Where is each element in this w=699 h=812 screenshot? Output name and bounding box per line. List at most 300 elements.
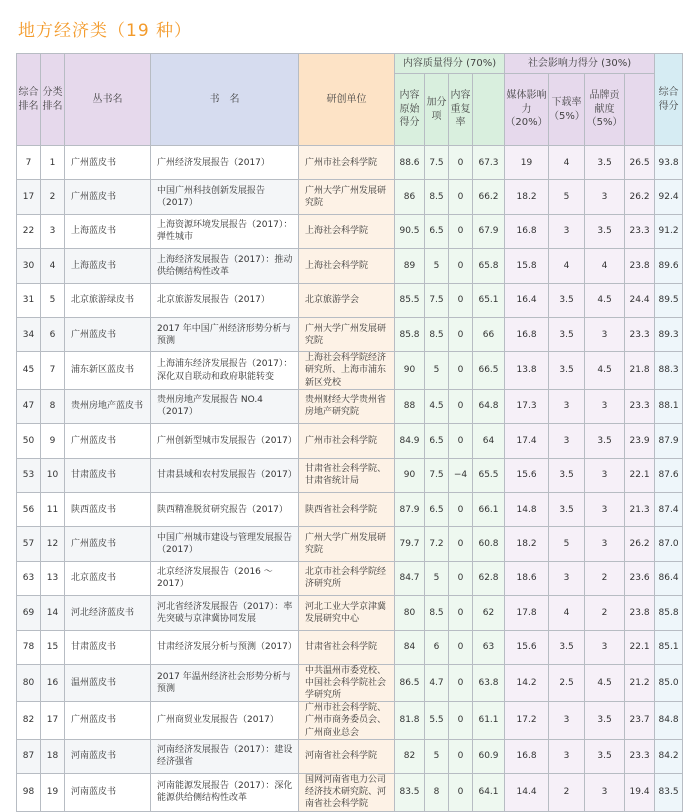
cell-total-score: 83.5 bbox=[655, 774, 683, 811]
cell-social-media: 16.8 bbox=[505, 317, 549, 351]
cell-quality-bonus: 5 bbox=[425, 739, 449, 773]
cell-social-media: 15.8 bbox=[505, 249, 549, 283]
cell-series-name: 甘肃蓝皮书 bbox=[65, 630, 151, 664]
table-row bbox=[17, 739, 683, 773]
cell-category-rank: 18 bbox=[41, 739, 65, 773]
cell-quality-bonus: 7.5 bbox=[425, 458, 449, 492]
cell-social-media: 15.6 bbox=[505, 458, 549, 492]
header-quality-duplication: 内容重复率 bbox=[449, 74, 473, 146]
cell-social-download: 5 bbox=[549, 527, 585, 561]
table-row bbox=[17, 389, 683, 423]
cell-quality-bonus: 6.5 bbox=[425, 424, 449, 458]
cell-total-score: 87.0 bbox=[655, 527, 683, 561]
cell-quality-original: 85.5 bbox=[395, 283, 425, 317]
cell-book-name: 广州经济发展报告（2017） bbox=[151, 146, 299, 180]
page-title: 地方经济类（19 种） bbox=[18, 21, 193, 41]
cell-social-download: 3 bbox=[549, 702, 585, 739]
cell-quality-original: 87.9 bbox=[395, 492, 425, 526]
cell-book-name: 上海经济发展报告（2017）：推动供给侧结构性改革 bbox=[151, 249, 299, 283]
cell-quality-original: 82 bbox=[395, 739, 425, 773]
header-social-media: 媒体影响力（20%） bbox=[505, 74, 549, 146]
cell-quality-duplication: 0 bbox=[449, 352, 473, 389]
cell-series-name: 河南蓝皮书 bbox=[65, 774, 151, 811]
cell-quality-subtotal: 62.8 bbox=[473, 561, 505, 595]
cell-social-media: 17.2 bbox=[505, 702, 549, 739]
cell-total-score: 91.2 bbox=[655, 214, 683, 248]
cell-overall-rank: 87 bbox=[17, 739, 41, 773]
cell-social-subtotal: 24.4 bbox=[625, 283, 655, 317]
cell-social-media: 18.2 bbox=[505, 527, 549, 561]
cell-series-name: 河北经济蓝皮书 bbox=[65, 596, 151, 630]
cell-total-score: 92.4 bbox=[655, 180, 683, 214]
cell-overall-rank: 53 bbox=[17, 458, 41, 492]
cell-series-name: 广州蓝皮书 bbox=[65, 702, 151, 739]
table-row bbox=[17, 664, 683, 701]
cell-category-rank: 8 bbox=[41, 389, 65, 423]
cell-social-subtotal: 21.8 bbox=[625, 352, 655, 389]
cell-quality-duplication: 0 bbox=[449, 283, 473, 317]
cell-research-unit: 河南省社会科学院 bbox=[299, 739, 395, 773]
cell-quality-original: 83.5 bbox=[395, 774, 425, 811]
cell-book-name: 陕西精准脱贫研究报告（2017） bbox=[151, 492, 299, 526]
cell-quality-duplication: 0 bbox=[449, 492, 473, 526]
cell-series-name: 广州蓝皮书 bbox=[65, 424, 151, 458]
cell-social-media: 14.8 bbox=[505, 492, 549, 526]
cell-quality-original: 84.9 bbox=[395, 424, 425, 458]
cell-book-name: 广州创新型城市发展报告（2017） bbox=[151, 424, 299, 458]
cell-research-unit: 广州市社会科学院 bbox=[299, 146, 395, 180]
cell-quality-subtotal: 65.1 bbox=[473, 283, 505, 317]
ranking-table bbox=[16, 53, 683, 812]
cell-total-score: 89.6 bbox=[655, 249, 683, 283]
cell-social-brand: 2 bbox=[585, 596, 625, 630]
cell-category-rank: 10 bbox=[41, 458, 65, 492]
cell-research-unit: 上海社会科学院 bbox=[299, 249, 395, 283]
cell-category-rank: 1 bbox=[41, 146, 65, 180]
cell-total-score: 84.2 bbox=[655, 739, 683, 773]
cell-quality-original: 86.5 bbox=[395, 664, 425, 701]
cell-social-brand: 2 bbox=[585, 561, 625, 595]
cell-overall-rank: 63 bbox=[17, 561, 41, 595]
cell-category-rank: 14 bbox=[41, 596, 65, 630]
cell-category-rank: 9 bbox=[41, 424, 65, 458]
cell-social-media: 16.4 bbox=[505, 283, 549, 317]
cell-research-unit: 中共温州市委党校、中国社会科学院社会学研究所 bbox=[299, 664, 395, 701]
cell-quality-original: 81.8 bbox=[395, 702, 425, 739]
cell-quality-bonus: 4.7 bbox=[425, 664, 449, 701]
cell-quality-original: 89 bbox=[395, 249, 425, 283]
cell-book-name: 上海资源环境发展报告（2017）：弹性城市 bbox=[151, 214, 299, 248]
table-header bbox=[17, 54, 683, 146]
cell-total-score: 87.6 bbox=[655, 458, 683, 492]
cell-social-subtotal: 26.5 bbox=[625, 146, 655, 180]
cell-quality-subtotal: 66.5 bbox=[473, 352, 505, 389]
cell-quality-duplication: 0 bbox=[449, 596, 473, 630]
cell-overall-rank: 34 bbox=[17, 317, 41, 351]
cell-social-media: 17.3 bbox=[505, 389, 549, 423]
cell-quality-duplication: 0 bbox=[449, 702, 473, 739]
cell-quality-original: 90 bbox=[395, 352, 425, 389]
cell-book-name: 河南经济发展报告（2017）：建设经济强省 bbox=[151, 739, 299, 773]
cell-book-name: 贵州房地产发展报告 NO.4（2017） bbox=[151, 389, 299, 423]
cell-series-name: 广州蓝皮书 bbox=[65, 180, 151, 214]
header-book-name: 书 名 bbox=[151, 54, 299, 146]
table-row bbox=[17, 458, 683, 492]
table-row bbox=[17, 214, 683, 248]
cell-quality-subtotal: 64.1 bbox=[473, 774, 505, 811]
cell-research-unit: 广州大学广州发展研究院 bbox=[299, 527, 395, 561]
cell-overall-rank: 56 bbox=[17, 492, 41, 526]
cell-social-media: 17.4 bbox=[505, 424, 549, 458]
cell-social-brand: 3.5 bbox=[585, 702, 625, 739]
table-row bbox=[17, 352, 683, 389]
cell-overall-rank: 82 bbox=[17, 702, 41, 739]
cell-quality-bonus: 8 bbox=[425, 774, 449, 811]
cell-quality-subtotal: 62 bbox=[473, 596, 505, 630]
cell-overall-rank: 50 bbox=[17, 424, 41, 458]
cell-quality-original: 88.6 bbox=[395, 146, 425, 180]
cell-book-name: 上海浦东经济发展报告（2017）：深化双自联动和政府职能转变 bbox=[151, 352, 299, 389]
cell-social-subtotal: 22.1 bbox=[625, 458, 655, 492]
cell-quality-bonus: 5 bbox=[425, 561, 449, 595]
cell-quality-subtotal: 61.1 bbox=[473, 702, 505, 739]
cell-quality-bonus: 8.5 bbox=[425, 596, 449, 630]
table-row bbox=[17, 561, 683, 595]
cell-category-rank: 13 bbox=[41, 561, 65, 595]
cell-book-name: 北京旅游发展报告（2017） bbox=[151, 283, 299, 317]
cell-social-media: 18.6 bbox=[505, 561, 549, 595]
cell-quality-subtotal: 67.3 bbox=[473, 146, 505, 180]
cell-social-subtotal: 21.3 bbox=[625, 492, 655, 526]
cell-category-rank: 12 bbox=[41, 527, 65, 561]
cell-social-download: 3.5 bbox=[549, 458, 585, 492]
cell-social-brand: 4.5 bbox=[585, 283, 625, 317]
cell-social-brand: 3 bbox=[585, 492, 625, 526]
cell-social-subtotal: 23.3 bbox=[625, 389, 655, 423]
cell-social-download: 3 bbox=[549, 389, 585, 423]
cell-quality-subtotal: 60.9 bbox=[473, 739, 505, 773]
cell-total-score: 85.1 bbox=[655, 630, 683, 664]
cell-total-score: 87.4 bbox=[655, 492, 683, 526]
cell-quality-subtotal: 67.9 bbox=[473, 214, 505, 248]
cell-quality-subtotal: 65.5 bbox=[473, 458, 505, 492]
cell-quality-duplication: 0 bbox=[449, 630, 473, 664]
cell-research-unit: 广州大学广州发展研究院 bbox=[299, 180, 395, 214]
cell-overall-rank: 80 bbox=[17, 664, 41, 701]
cell-social-download: 5 bbox=[549, 180, 585, 214]
cell-overall-rank: 47 bbox=[17, 389, 41, 423]
cell-overall-rank: 78 bbox=[17, 630, 41, 664]
cell-overall-rank: 22 bbox=[17, 214, 41, 248]
cell-social-brand: 4 bbox=[585, 249, 625, 283]
cell-quality-duplication: 0 bbox=[449, 389, 473, 423]
table-row bbox=[17, 492, 683, 526]
table-row bbox=[17, 146, 683, 180]
header-social-subtotal bbox=[625, 74, 655, 146]
cell-research-unit: 陕西省社会科学院 bbox=[299, 492, 395, 526]
cell-category-rank: 6 bbox=[41, 317, 65, 351]
table-row bbox=[17, 596, 683, 630]
cell-social-brand: 3 bbox=[585, 774, 625, 811]
cell-overall-rank: 7 bbox=[17, 146, 41, 180]
cell-social-download: 2 bbox=[549, 774, 585, 811]
cell-quality-subtotal: 66 bbox=[473, 317, 505, 351]
cell-social-subtotal: 22.1 bbox=[625, 630, 655, 664]
cell-category-rank: 3 bbox=[41, 214, 65, 248]
cell-quality-original: 86 bbox=[395, 180, 425, 214]
cell-social-download: 3 bbox=[549, 214, 585, 248]
cell-category-rank: 2 bbox=[41, 180, 65, 214]
cell-category-rank: 5 bbox=[41, 283, 65, 317]
cell-overall-rank: 17 bbox=[17, 180, 41, 214]
cell-quality-duplication: 0 bbox=[449, 561, 473, 595]
header-social-brand: 品牌贡献度（5%） bbox=[585, 74, 625, 146]
cell-quality-duplication: 0 bbox=[449, 249, 473, 283]
cell-book-name: 河北省经济发展报告（2017）：率先突破与京津冀协同发展 bbox=[151, 596, 299, 630]
table-row bbox=[17, 249, 683, 283]
cell-quality-original: 90.5 bbox=[395, 214, 425, 248]
cell-quality-bonus: 5 bbox=[425, 249, 449, 283]
cell-quality-bonus: 5.5 bbox=[425, 702, 449, 739]
table-row bbox=[17, 424, 683, 458]
cell-quality-subtotal: 63 bbox=[473, 630, 505, 664]
cell-quality-subtotal: 63.8 bbox=[473, 664, 505, 701]
cell-category-rank: 11 bbox=[41, 492, 65, 526]
cell-total-score: 93.8 bbox=[655, 146, 683, 180]
cell-social-download: 4 bbox=[549, 249, 585, 283]
cell-social-download: 2.5 bbox=[549, 664, 585, 701]
cell-social-media: 14.4 bbox=[505, 774, 549, 811]
cell-quality-subtotal: 64 bbox=[473, 424, 505, 458]
cell-quality-duplication: 0 bbox=[449, 146, 473, 180]
cell-social-download: 3 bbox=[549, 561, 585, 595]
cell-series-name: 河南蓝皮书 bbox=[65, 739, 151, 773]
table-row bbox=[17, 317, 683, 351]
cell-book-name: 北京经济发展报告（2016 ～ 2017） bbox=[151, 561, 299, 595]
cell-quality-subtotal: 64.8 bbox=[473, 389, 505, 423]
cell-overall-rank: 30 bbox=[17, 249, 41, 283]
cell-book-name: 甘肃经济发展分析与预测（2017） bbox=[151, 630, 299, 664]
cell-social-subtotal: 23.6 bbox=[625, 561, 655, 595]
header-social-group: 社会影响力得分 (30%) bbox=[505, 54, 655, 74]
cell-research-unit: 广州市社会科学院 bbox=[299, 424, 395, 458]
cell-social-brand: 3 bbox=[585, 458, 625, 492]
cell-series-name: 贵州房地产蓝皮书 bbox=[65, 389, 151, 423]
cell-quality-bonus: 7.5 bbox=[425, 146, 449, 180]
cell-social-download: 3.5 bbox=[549, 317, 585, 351]
cell-social-subtotal: 19.4 bbox=[625, 774, 655, 811]
cell-quality-original: 88 bbox=[395, 389, 425, 423]
cell-quality-duplication: 0 bbox=[449, 527, 473, 561]
cell-social-media: 18.2 bbox=[505, 180, 549, 214]
cell-quality-original: 84 bbox=[395, 630, 425, 664]
cell-quality-subtotal: 66.1 bbox=[473, 492, 505, 526]
cell-social-brand: 3 bbox=[585, 317, 625, 351]
cell-total-score: 85.0 bbox=[655, 664, 683, 701]
cell-social-media: 17.8 bbox=[505, 596, 549, 630]
cell-category-rank: 17 bbox=[41, 702, 65, 739]
table-body bbox=[17, 146, 683, 812]
cell-research-unit: 广州市社会科学院、广州市商务委员会、广州商业总会 bbox=[299, 702, 395, 739]
cell-series-name: 广州蓝皮书 bbox=[65, 527, 151, 561]
cell-quality-original: 79.7 bbox=[395, 527, 425, 561]
cell-quality-bonus: 6 bbox=[425, 630, 449, 664]
header-quality-original: 内容原始得分 bbox=[395, 74, 425, 146]
cell-series-name: 广州蓝皮书 bbox=[65, 317, 151, 351]
cell-series-name: 温州蓝皮书 bbox=[65, 664, 151, 701]
cell-quality-bonus: 7.2 bbox=[425, 527, 449, 561]
cell-social-subtotal: 23.7 bbox=[625, 702, 655, 739]
cell-social-media: 16.8 bbox=[505, 214, 549, 248]
cell-total-score: 89.3 bbox=[655, 317, 683, 351]
cell-research-unit: 北京旅游学会 bbox=[299, 283, 395, 317]
cell-series-name: 浦东新区蓝皮书 bbox=[65, 352, 151, 389]
cell-book-name: 2017 年温州经济社会形势分析与预测 bbox=[151, 664, 299, 701]
cell-social-brand: 3.5 bbox=[585, 424, 625, 458]
header-research-unit: 研创单位 bbox=[299, 54, 395, 146]
cell-total-score: 88.1 bbox=[655, 389, 683, 423]
cell-quality-duplication: 0 bbox=[449, 317, 473, 351]
cell-social-download: 3.5 bbox=[549, 352, 585, 389]
cell-social-media: 19 bbox=[505, 146, 549, 180]
header-social-download: 下载率（5%） bbox=[549, 74, 585, 146]
cell-total-score: 84.8 bbox=[655, 702, 683, 739]
cell-book-name: 广州商贸业发展报告（2017） bbox=[151, 702, 299, 739]
cell-quality-duplication: 0 bbox=[449, 739, 473, 773]
header-category-rank: 分类排名 bbox=[41, 54, 65, 146]
cell-quality-original: 80 bbox=[395, 596, 425, 630]
header-quality-bonus: 加分项 bbox=[425, 74, 449, 146]
cell-research-unit: 上海社会科学院经济研究所、上海市浦东新区党校 bbox=[299, 352, 395, 389]
cell-quality-subtotal: 60.8 bbox=[473, 527, 505, 561]
cell-total-score: 88.3 bbox=[655, 352, 683, 389]
cell-research-unit: 上海社会科学院 bbox=[299, 214, 395, 248]
cell-series-name: 甘肃蓝皮书 bbox=[65, 458, 151, 492]
cell-quality-bonus: 7.5 bbox=[425, 283, 449, 317]
cell-social-brand: 3 bbox=[585, 180, 625, 214]
cell-social-subtotal: 21.2 bbox=[625, 664, 655, 701]
header-quality-group: 内容质量得分 (70%) bbox=[395, 54, 505, 74]
cell-quality-bonus: 6.5 bbox=[425, 492, 449, 526]
header-quality-subtotal bbox=[473, 74, 505, 146]
cell-research-unit: 北京市社会科学院经济研究所 bbox=[299, 561, 395, 595]
cell-series-name: 上海蓝皮书 bbox=[65, 249, 151, 283]
cell-quality-duplication: 0 bbox=[449, 180, 473, 214]
cell-book-name: 中国广州城市建设与管理发展报告（2017） bbox=[151, 527, 299, 561]
cell-book-name: 2017 年中国广州经济形势分析与预测 bbox=[151, 317, 299, 351]
table-row bbox=[17, 180, 683, 214]
cell-quality-original: 90 bbox=[395, 458, 425, 492]
cell-overall-rank: 31 bbox=[17, 283, 41, 317]
cell-quality-duplication: −4 bbox=[449, 458, 473, 492]
cell-series-name: 上海蓝皮书 bbox=[65, 214, 151, 248]
cell-social-media: 13.8 bbox=[505, 352, 549, 389]
cell-quality-bonus: 5 bbox=[425, 352, 449, 389]
cell-social-download: 3.5 bbox=[549, 492, 585, 526]
header-overall-rank: 综合排名 bbox=[17, 54, 41, 146]
cell-social-brand: 4.5 bbox=[585, 664, 625, 701]
cell-social-media: 16.8 bbox=[505, 739, 549, 773]
cell-quality-bonus: 8.5 bbox=[425, 317, 449, 351]
cell-total-score: 89.5 bbox=[655, 283, 683, 317]
cell-quality-bonus: 6.5 bbox=[425, 214, 449, 248]
cell-category-rank: 7 bbox=[41, 352, 65, 389]
cell-series-name: 北京旅游绿皮书 bbox=[65, 283, 151, 317]
cell-total-score: 87.9 bbox=[655, 424, 683, 458]
cell-social-subtotal: 23.8 bbox=[625, 596, 655, 630]
cell-social-subtotal: 26.2 bbox=[625, 527, 655, 561]
cell-category-rank: 16 bbox=[41, 664, 65, 701]
cell-series-name: 广州蓝皮书 bbox=[65, 146, 151, 180]
cell-series-name: 陕西蓝皮书 bbox=[65, 492, 151, 526]
cell-social-brand: 3.5 bbox=[585, 739, 625, 773]
table-row bbox=[17, 702, 683, 739]
cell-quality-subtotal: 65.8 bbox=[473, 249, 505, 283]
cell-social-subtotal: 23.3 bbox=[625, 739, 655, 773]
header-series-name: 丛书名 bbox=[65, 54, 151, 146]
cell-category-rank: 15 bbox=[41, 630, 65, 664]
table-row bbox=[17, 630, 683, 664]
cell-quality-bonus: 8.5 bbox=[425, 180, 449, 214]
cell-overall-rank: 45 bbox=[17, 352, 41, 389]
cell-social-brand: 3 bbox=[585, 389, 625, 423]
cell-social-download: 3.5 bbox=[549, 630, 585, 664]
cell-research-unit: 广州大学广州发展研究院 bbox=[299, 317, 395, 351]
cell-social-brand: 4.5 bbox=[585, 352, 625, 389]
cell-social-download: 4 bbox=[549, 146, 585, 180]
cell-quality-bonus: 4.5 bbox=[425, 389, 449, 423]
cell-research-unit: 河北工业大学京津冀发展研究中心 bbox=[299, 596, 395, 630]
cell-quality-duplication: 0 bbox=[449, 774, 473, 811]
cell-series-name: 北京蓝皮书 bbox=[65, 561, 151, 595]
cell-social-brand: 3.5 bbox=[585, 146, 625, 180]
cell-quality-original: 84.7 bbox=[395, 561, 425, 595]
cell-social-subtotal: 23.9 bbox=[625, 424, 655, 458]
cell-research-unit: 国网河南省电力公司经济技术研究院、河南省社会科学院 bbox=[299, 774, 395, 811]
cell-quality-duplication: 0 bbox=[449, 664, 473, 701]
cell-social-media: 14.2 bbox=[505, 664, 549, 701]
cell-quality-original: 85.8 bbox=[395, 317, 425, 351]
cell-category-rank: 19 bbox=[41, 774, 65, 811]
cell-social-download: 3 bbox=[549, 739, 585, 773]
cell-quality-duplication: 0 bbox=[449, 214, 473, 248]
cell-book-name: 甘肃县域和农村发展报告（2017） bbox=[151, 458, 299, 492]
cell-social-subtotal: 23.3 bbox=[625, 214, 655, 248]
cell-quality-subtotal: 66.2 bbox=[473, 180, 505, 214]
cell-total-score: 86.4 bbox=[655, 561, 683, 595]
cell-book-name: 中国广州科技创新发展报告（2017） bbox=[151, 180, 299, 214]
cell-book-name: 河南能源发展报告（2017）：深化能源供给侧结构性改革 bbox=[151, 774, 299, 811]
cell-social-download: 4 bbox=[549, 596, 585, 630]
cell-total-score: 85.8 bbox=[655, 596, 683, 630]
cell-research-unit: 甘肃省社会科学院 bbox=[299, 630, 395, 664]
cell-social-subtotal: 26.2 bbox=[625, 180, 655, 214]
table-row bbox=[17, 283, 683, 317]
cell-social-brand: 3.5 bbox=[585, 214, 625, 248]
cell-social-download: 3 bbox=[549, 424, 585, 458]
cell-social-media: 15.6 bbox=[505, 630, 549, 664]
cell-social-brand: 3 bbox=[585, 630, 625, 664]
cell-research-unit: 贵州财经大学贵州省房地产研究院 bbox=[299, 389, 395, 423]
cell-category-rank: 4 bbox=[41, 249, 65, 283]
cell-social-subtotal: 23.8 bbox=[625, 249, 655, 283]
table-row bbox=[17, 774, 683, 811]
table-row bbox=[17, 527, 683, 561]
cell-overall-rank: 57 bbox=[17, 527, 41, 561]
cell-social-download: 3.5 bbox=[549, 283, 585, 317]
cell-research-unit: 甘肃省社会科学院、甘肃省统计局 bbox=[299, 458, 395, 492]
header-total-score: 综合得分 bbox=[655, 54, 683, 146]
